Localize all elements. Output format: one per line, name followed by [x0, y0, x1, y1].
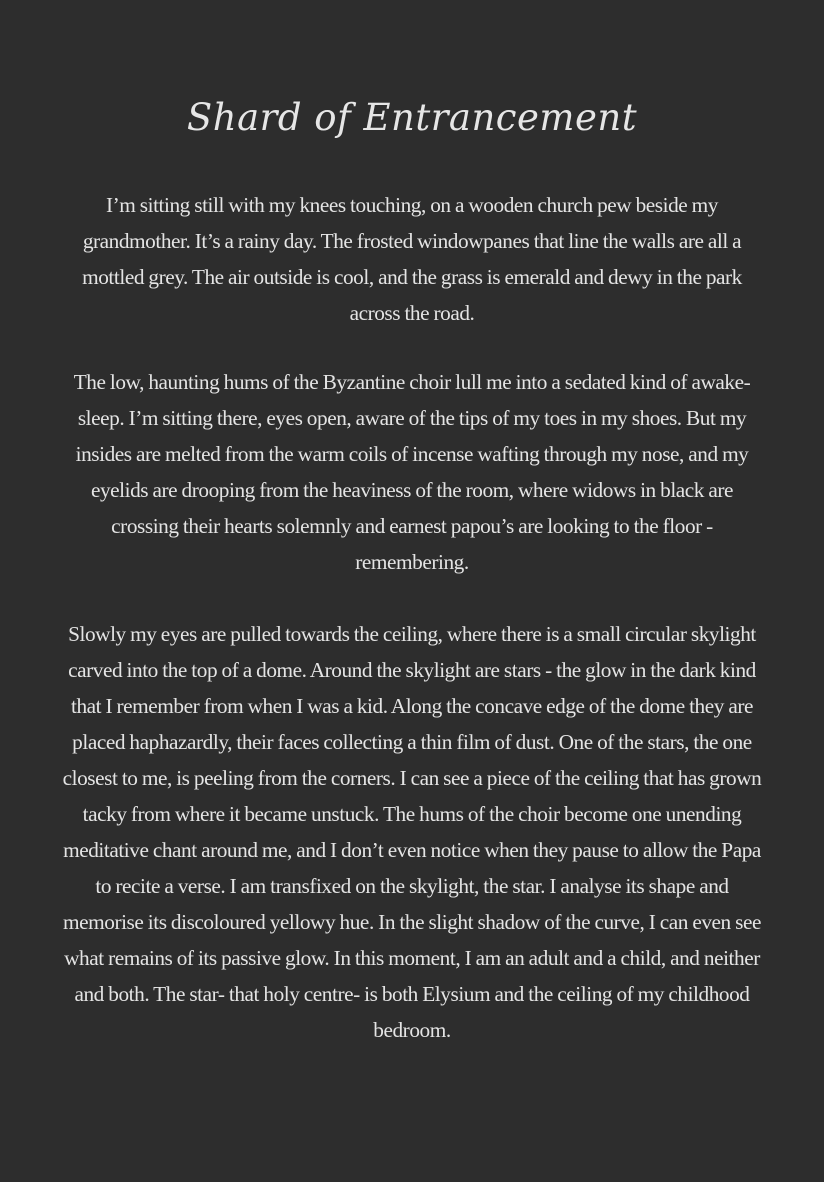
page-title: Shard of Entrancement [186, 96, 638, 139]
paragraph-2: The low, haunting hums of the Byzantine choir lull me into a sedated kind of awake-sleep. I’m sitting there, eyes open, aware of the tips of my toes in my shoes. But my insides are melted from the warm coils of incense wafting through my nose, and my eyelids are drooping from the heaviness of the room, where widows in black are crossing their hearts solemnly and earnest papou’s are looking to the floor - remembering. [73, 370, 751, 574]
paragraph-1: I’m sitting still with my knees touching, on a wooden church pew beside my grandmother. It’s a rainy day. The frosted windowpanes that line the walls are all a mottled grey. The air outside is cool, and the grass is emerald and dewy in the park across the road. [82, 193, 742, 325]
paragraph-3: Slowly my eyes are pulled towards the ceiling, where there is a small circular skylight carved into the top of a dome. Around the skylight are stars - the glow in the dark kind that I remember from when I was a kid. Along the concave edge of the dome they are placed haphazardly, their faces collecting a thin film of dust. One of the stars, the one closest to me, is peeling from the corners. I can see a piece of the ceiling that has grown tacky from where it became unstuck. The hums of the choir become one unending meditative chant around me, and I don’t even notice when they pause to allow the Papa to recite a verse. I am transfixed on the skylight, the star. I analyse its shape and memorise its discoloured yellowy hue. In the slight shadow of the curve, I can even see what remains of its passive glow. In this moment, I am an adult and a child, and neither and both. The star- that holy centre- is both Elysium and the ceiling of my childhood bedroom. [62, 622, 762, 1042]
